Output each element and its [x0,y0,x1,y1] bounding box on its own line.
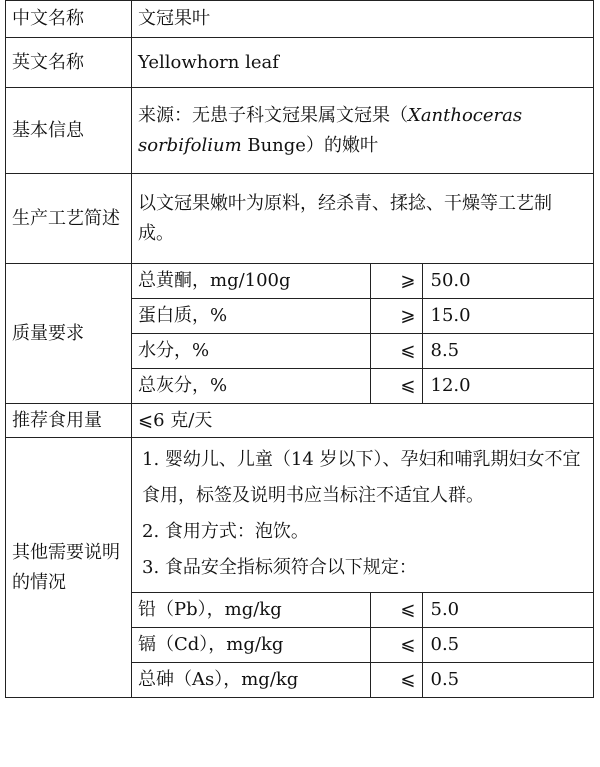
quality-name: 蛋白质，% [132,299,370,334]
label-quality: 质量要求 [6,264,132,404]
limit-name: 铅（Pb），mg/kg [132,593,370,628]
limit-name: 总砷（As），mg/kg [132,663,370,698]
label-intake: 推荐食用量 [6,404,132,438]
label-cn-name: 中文名称 [6,1,132,38]
latin-genus: Xanthoceras [408,104,523,126]
quality-value: 50.0 [422,264,593,299]
note-1: 1. 婴幼儿、儿童（14 岁以下）、孕妇和哺乳期妇女不宜食用，标签及说明书应当标注不适宜人群。 [142,449,581,506]
quality-op: ⩽ [370,334,422,369]
quality-value: 12.0 [422,369,593,404]
value-cn-name: 文冠果叶 [132,1,594,38]
limit-op: ⩽ [370,663,422,698]
row-quality [6,264,594,404]
quality-row [132,264,593,299]
quality-name: 水分，% [132,334,370,369]
limit-row [132,663,593,698]
quality-row [132,299,593,334]
quality-op: ⩾ [370,264,422,299]
quality-table [132,264,593,403]
quality-name: 总灰分，% [132,369,370,404]
row-en-name [6,38,594,88]
limit-row [132,628,593,663]
label-basic-info: 基本信息 [6,88,132,174]
note-3: 3. 食品安全指标须符合以下规定： [142,557,417,578]
latin-author: Bunge [241,134,306,156]
limit-op: ⩽ [370,593,422,628]
label-en-name: 英文名称 [6,38,132,88]
spec-table [5,0,594,698]
quality-cell [132,264,594,404]
row-intake [6,404,594,438]
label-other: 其他需要说明的情况 [6,438,132,698]
quality-op: ⩽ [370,369,422,404]
value-process: 以文冠果嫩叶为原料，经杀青、揉捻、干燥等工艺制成。 [132,174,594,264]
row-process [6,174,594,264]
limits-table [132,592,593,697]
basic-prefix: 来源：无患子科文冠果属文冠果（ [138,104,408,126]
value-basic-info [132,88,594,174]
quality-row [132,369,593,404]
limit-value: 0.5 [422,663,593,698]
row-basic-info [6,88,594,174]
quality-row [132,334,593,369]
quality-op: ⩾ [370,299,422,334]
limit-value: 5.0 [422,593,593,628]
note-2: 2. 食用方式：泡饮。 [142,521,309,542]
limit-name: 镉（Cd），mg/kg [132,628,370,663]
quality-value: 8.5 [422,334,593,369]
limit-value: 0.5 [422,628,593,663]
label-process: 生产工艺简述 [6,174,132,264]
latin-species: sorbifolium [138,134,242,156]
limit-row [132,593,593,628]
row-cn-name [6,1,594,38]
limit-op: ⩽ [370,628,422,663]
other-cell [132,438,594,698]
notes-block [132,438,593,592]
basic-suffix: ）的嫩叶 [305,134,378,156]
value-en-name: Yellowhorn leaf [132,38,594,88]
row-other [6,438,594,698]
quality-name: 总黄酮，mg/100g [132,264,370,299]
quality-value: 15.0 [422,299,593,334]
value-intake: ⩽6 克/天 [132,404,594,438]
